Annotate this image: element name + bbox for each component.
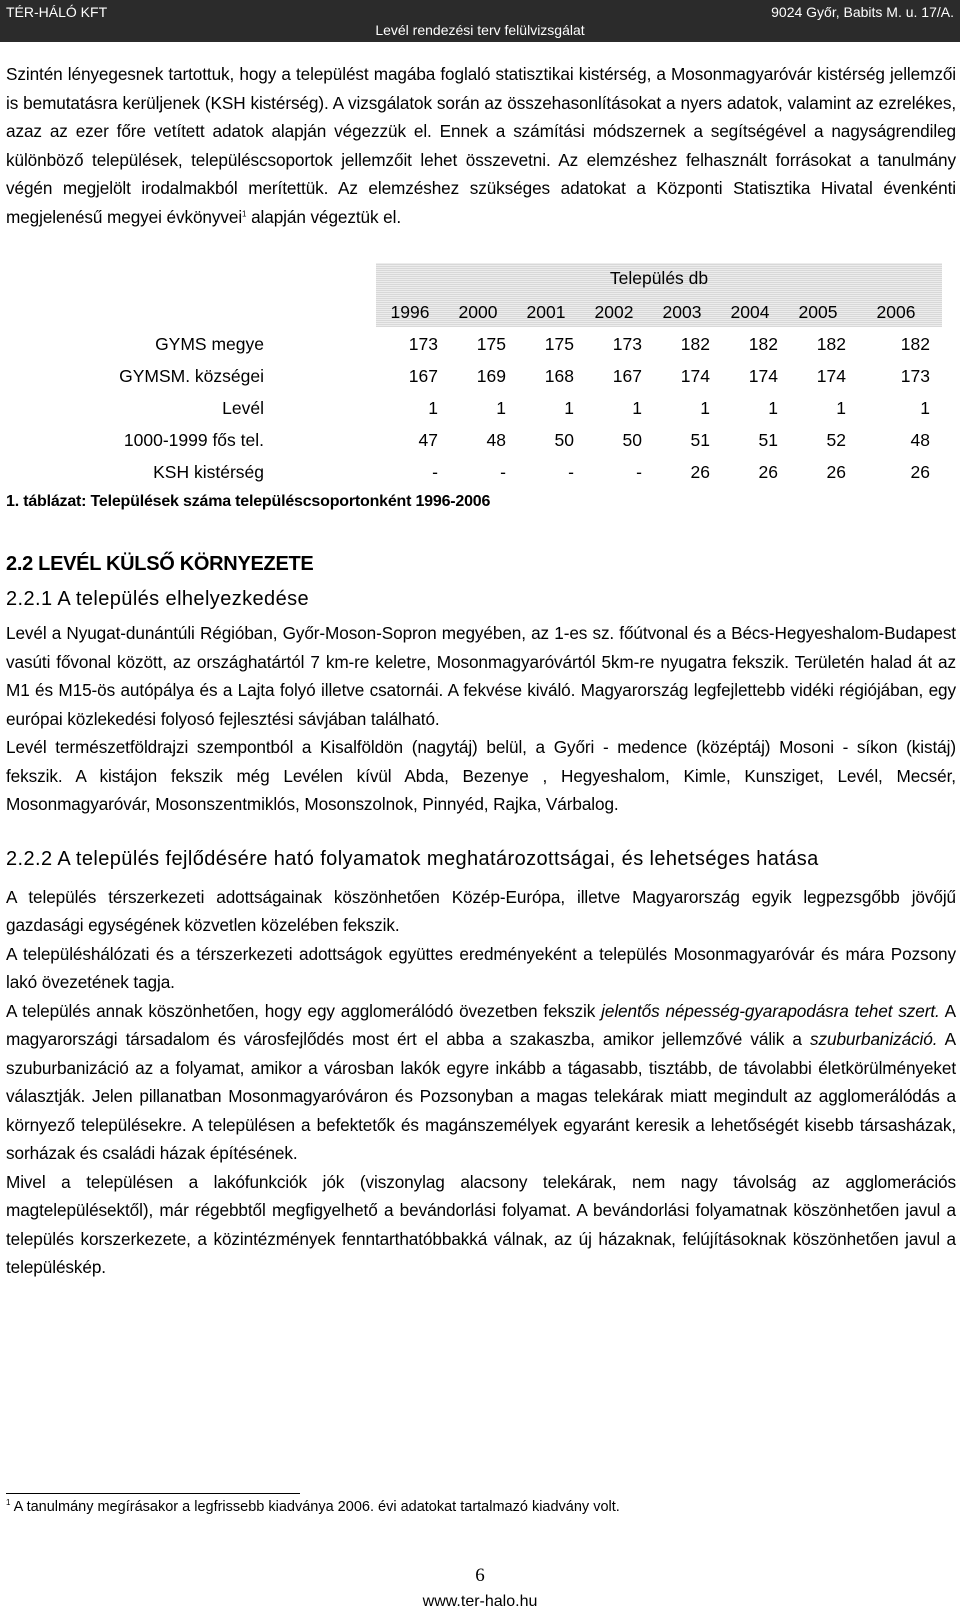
stats-table — [6, 296, 940, 488]
table-cell: 50 — [554, 429, 574, 450]
paragraph-text: A település annak köszönhetően, hogy egy agglomerálódó övezetben fekszik — [6, 1000, 602, 1021]
table-cell: 173 — [900, 365, 930, 386]
row-label: Levél — [222, 397, 264, 418]
table-cell: 1 — [700, 397, 710, 418]
page-number: 6 — [475, 1565, 485, 1586]
table-cell: 26 — [690, 461, 710, 482]
table-cell: 1 — [920, 397, 930, 418]
intro-text: Szintén lényegesnek tartottuk, hogy a települést magába foglaló statisztikai kistérség, a Mosonmagyaróvár kistérség jellemzői is bemutatásra kerüljenek (KSH kistérség). A vizsgálatok során az összehasonlításokat a nyers adatok, valamint az ezrelékes, azaz az ezer főre vetített adatok alapján végezzük el. Ennek a számítási módszernek a segítségével a nagyságrendileg különböző települések, településcsoportok jellemzőit lehet összevetni. Az elemzéshez felhasznált forrásokat a tanulmány végén megjelölt irodalmakból merítettük. Az elemzéshez szükséges adatokat a Központi Statisztika Hivatal évenkénti megjelenésű megyei évkönyvei — [6, 64, 956, 227]
table-cell: 52 — [826, 429, 846, 450]
document-body — [6, 60, 956, 1282]
table-cell: - — [500, 461, 506, 482]
table-cell: 1 — [836, 397, 846, 418]
development-paragraph-4: Mivel a településen a lakófunkciók jók (viszonylag alacsony telekárak, nem nagy távolság az agglomerációs magtelepülésektől), már régebbtől megfigyelhető a bevándorlási folyamat. A bevándorlási folyamatnak köszönhetően javul a település korszerkezete, a közintézmények fenntarthatóbbakká válnak, az új házaknak, felújításoknak köszönhetően javul a településkép. — [6, 1171, 956, 1277]
table-cell: 182 — [680, 333, 710, 354]
table-row — [6, 424, 940, 456]
paragraph-text: A szuburbanizáció az a folyamat, amikor a városban lakók egyre inkább a tágasabb, tisztább, de távolabbi életkörülményeket választják. Jelen pillanatban Mosonmagyaróváron és Pozsonyban a magas telekárak miatt megindult az agglomerálódás a környező településekre. A településen a befektetők és magánszemélyek egyaránt keresik a lehetőségét kisebb társasházak, sorházak és családi házak építésének. — [6, 1029, 956, 1163]
table-row — [6, 328, 940, 360]
table-cell: 26 — [826, 461, 846, 482]
table-body — [6, 328, 940, 488]
development-paragraph-3 — [6, 997, 956, 1168]
page-header — [0, 0, 960, 42]
table-cell: - — [432, 461, 438, 482]
paragraph-text: A magyarországi társadalom és városfejlődés most ért el abba a szakaszba, amikor jellemzővé válik a — [6, 1000, 956, 1049]
table-cell: 1 — [632, 397, 642, 418]
location-paragraph-2: Levél természetföldrajzi szempontból a Kisalföldön (nagytáj) belül, a Győri - medence (középtáj) Mosoni - síkon (kistáj) fekszik. A kistájon fekszik még Levélen kívül Abda, Bezenye , Hegyeshalom, Kimle, Kunsziget, Levél, Mecsér, Mosonmagyaróvár, Mosonszentmiklós, Mosonszolnok, Pinnyéd, Rajka, Várbalog. — [6, 737, 956, 814]
header-address: 9024 Győr, Babits M. u. 17/A. — [771, 4, 954, 20]
table-cell: 1 — [768, 397, 778, 418]
development-paragraph-1: A település térszerkezeti adottságainak köszönhetően Közép-Európa, illetve Magyarország egyik legpezsgőbb jövőjű gazdasági egységének közvetlen közelében fekszik. — [6, 886, 956, 935]
table-cell: 174 — [680, 365, 710, 386]
footer-website-link[interactable]: www.ter-halo.hu — [422, 1593, 538, 1610]
row-label: GYMSM. községei — [119, 365, 264, 386]
table-header-row — [6, 296, 940, 328]
row-label: 1000-1999 fős tel. — [123, 429, 264, 450]
emphasis-text: szuburbanizáció. — [810, 1029, 938, 1049]
year-header: 2002 — [594, 301, 634, 322]
table-cell: 174 — [816, 365, 846, 386]
table-cell: 168 — [544, 365, 574, 386]
table-cell: 1 — [428, 397, 438, 418]
table-cell: 174 — [748, 365, 778, 386]
development-paragraph-2: A településhálózati és a térszerkezeti adottságok együttes eredményeként a település Mosonmagyaróvár és mára Pozsony lakó övezetének tagja. — [6, 943, 956, 992]
table-cell: - — [636, 461, 642, 482]
table-row — [6, 360, 940, 392]
table-cell: 167 — [408, 365, 438, 386]
year-header: 1996 — [390, 301, 430, 322]
location-paragraph-1: Levél a Nyugat-dunántúli Régióban, Győr-Moson-Sopron megyében, az 1-es sz. főútvonal és a Bécs-Hegyeshalom-Budapest vasúti fővonal között, az országhatártól 7 km-re keletre, Mosonmagyaróvártól 5km-re nyugatra fekszik. Területén halad át az M1 és M15-ös autópálya és a Lajta folyó illetve csatornái. A fekvése kiváló. Magyarország legfejlettebb vidéki régiójában, egy európai közlekedési folyosó fejlesztési sávjában található. — [6, 623, 956, 729]
table-cell: 175 — [544, 333, 574, 354]
year-header: 2004 — [730, 301, 770, 322]
table-cell: 26 — [910, 461, 930, 482]
section-heading: 2.2 LEVÉL KÜLSŐ KÖRNYEZETE — [6, 553, 314, 575]
table-row — [6, 456, 940, 488]
row-label: GYMS megye — [155, 333, 264, 354]
table-cell: 182 — [816, 333, 846, 354]
table-cell: 51 — [758, 429, 778, 450]
table-cell: 173 — [408, 333, 438, 354]
table-corner-cell — [6, 296, 376, 328]
table-cell: 1 — [496, 397, 506, 418]
emphasis-text: jelentős népesség-gyarapodásra tehet szert. — [601, 1000, 940, 1021]
subsection-heading-location: 2.2.1 A település elhelyezkedése — [6, 588, 310, 610]
settlements-table — [6, 263, 956, 509]
table-cell: 26 — [758, 461, 778, 482]
footnote — [6, 1499, 620, 1515]
footnote-text: A tanulmány megírásakor a legfrissebb kiadványa 2006. évi adatokat tartalmazó kiadvány volt. — [10, 1499, 620, 1515]
table-cell: 182 — [748, 333, 778, 354]
intro-text-end: alapján végeztük el. — [246, 206, 402, 227]
table-cell: 175 — [476, 333, 506, 354]
table-title: Település db — [609, 268, 709, 288]
table-cell: 1 — [564, 397, 574, 418]
table-cell: 48 — [910, 429, 930, 450]
row-label: KSH kistérség — [153, 461, 264, 482]
table-cell: 173 — [612, 333, 642, 354]
footnote-reference[interactable]: 1 — [242, 208, 247, 218]
table-cell: 167 — [612, 365, 642, 386]
table-cell: 50 — [622, 429, 642, 450]
year-header: 2005 — [798, 301, 838, 322]
subsection-heading-development: 2.2.2 A település fejlődésére ható folyamatok meghatározottságai, és lehetséges hatása — [6, 847, 819, 870]
table-cell: 182 — [900, 333, 930, 354]
table-caption: 1. táblázat: Települések száma településcsoportonként 1996-2006 — [6, 493, 491, 510]
intro-paragraph — [6, 60, 956, 231]
header-document-title: Levél rendezési terv felülvizsgálat — [375, 22, 585, 38]
year-header: 2006 — [876, 301, 916, 322]
year-header: 2003 — [662, 301, 702, 322]
footnote-divider — [6, 1493, 300, 1494]
year-header: 2000 — [458, 301, 498, 322]
table-cell: 51 — [690, 429, 710, 450]
table-cell: - — [568, 461, 574, 482]
table-cell: 48 — [486, 429, 506, 450]
header-company: TÉR-HÁLÓ KFT — [6, 4, 108, 20]
table-row — [6, 392, 940, 424]
table-cell: 169 — [476, 365, 506, 386]
year-header: 2001 — [526, 301, 566, 322]
table-cell: 47 — [418, 429, 438, 450]
footnote-mark: 1 — [6, 1498, 11, 1508]
